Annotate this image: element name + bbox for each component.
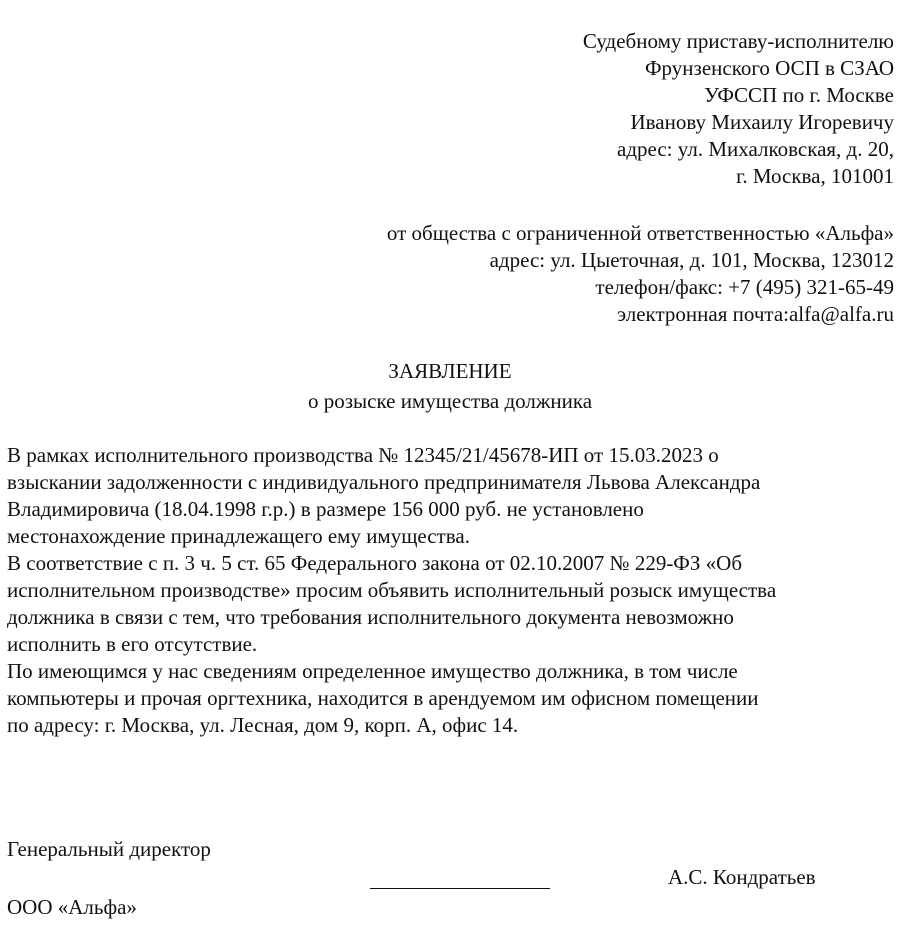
signer-organization: ООО «Альфа» (7, 895, 137, 919)
recipient-block (583, 28, 894, 190)
signer-position: Генеральный директор (7, 837, 211, 861)
recipient-line: Фрунзенского ОСП в СЗАО (644, 56, 894, 80)
sender-line: электронная почта:alfa@alfa.ru (617, 302, 894, 326)
body-line: местонахождение принадлежащего ему имущества. (7, 524, 470, 548)
body-line: взыскании задолженности с индивидуального предпринимателя Львова Александра (7, 470, 761, 494)
body-line: В рамках исполнительного производства № 12345/21/45678-ИП от 15.03.2023 о (7, 443, 719, 467)
body-line: исполнить в его отсутствие. (7, 632, 258, 656)
body-line: Владимировича (18.04.1998 г.р.) в размере 156 000 руб. не установлено (7, 497, 644, 521)
sender-block (387, 220, 894, 328)
recipient-line: УФССП по г. Москве (704, 83, 894, 107)
document-subtitle: о розыске имущества должника (307, 389, 593, 413)
recipient-line: г. Москва, 101001 (736, 164, 894, 188)
recipient-line: Иванову Михаилу Игоревичу (630, 110, 894, 134)
signer-name: А.С. Кондратьев (668, 865, 816, 889)
sender-line: адрес: ул. Цыеточная, д. 101, Москва, 123012 (489, 248, 894, 272)
body-line: должника в связи с тем, что требования исполнительного документа невозможно (7, 605, 734, 629)
body-line: В соответствие с п. 3 ч. 5 ст. 65 Федерального закона от 02.10.2007 № 229-ФЗ «Об (7, 551, 743, 575)
signature-line (370, 888, 550, 889)
sender-line: телефон/факс: +7 (495) 321-65-49 (595, 275, 894, 299)
document-body (7, 442, 897, 739)
body-line: исполнительном производстве» просим объявить исполнительный розыск имущества (7, 578, 777, 602)
body-line: По имеющимся у нас сведениям определенное имущество должника, в том числе (7, 659, 738, 683)
recipient-line: адрес: ул. Михалковская, д. 20, (617, 137, 894, 161)
body-line: компьютеры и прочая оргтехника, находится в арендуемом им офисном помещении (7, 686, 759, 710)
body-line: по адресу: г. Москва, ул. Лесная, дом 9, корп. А, офис 14. (7, 713, 519, 737)
document-title: ЗАЯВЛЕНИЕ (388, 359, 512, 383)
recipient-line: Судебному приставу-исполнителю (582, 29, 894, 53)
sender-line: от общества с ограниченной ответственностью «Альфа» (386, 221, 894, 245)
